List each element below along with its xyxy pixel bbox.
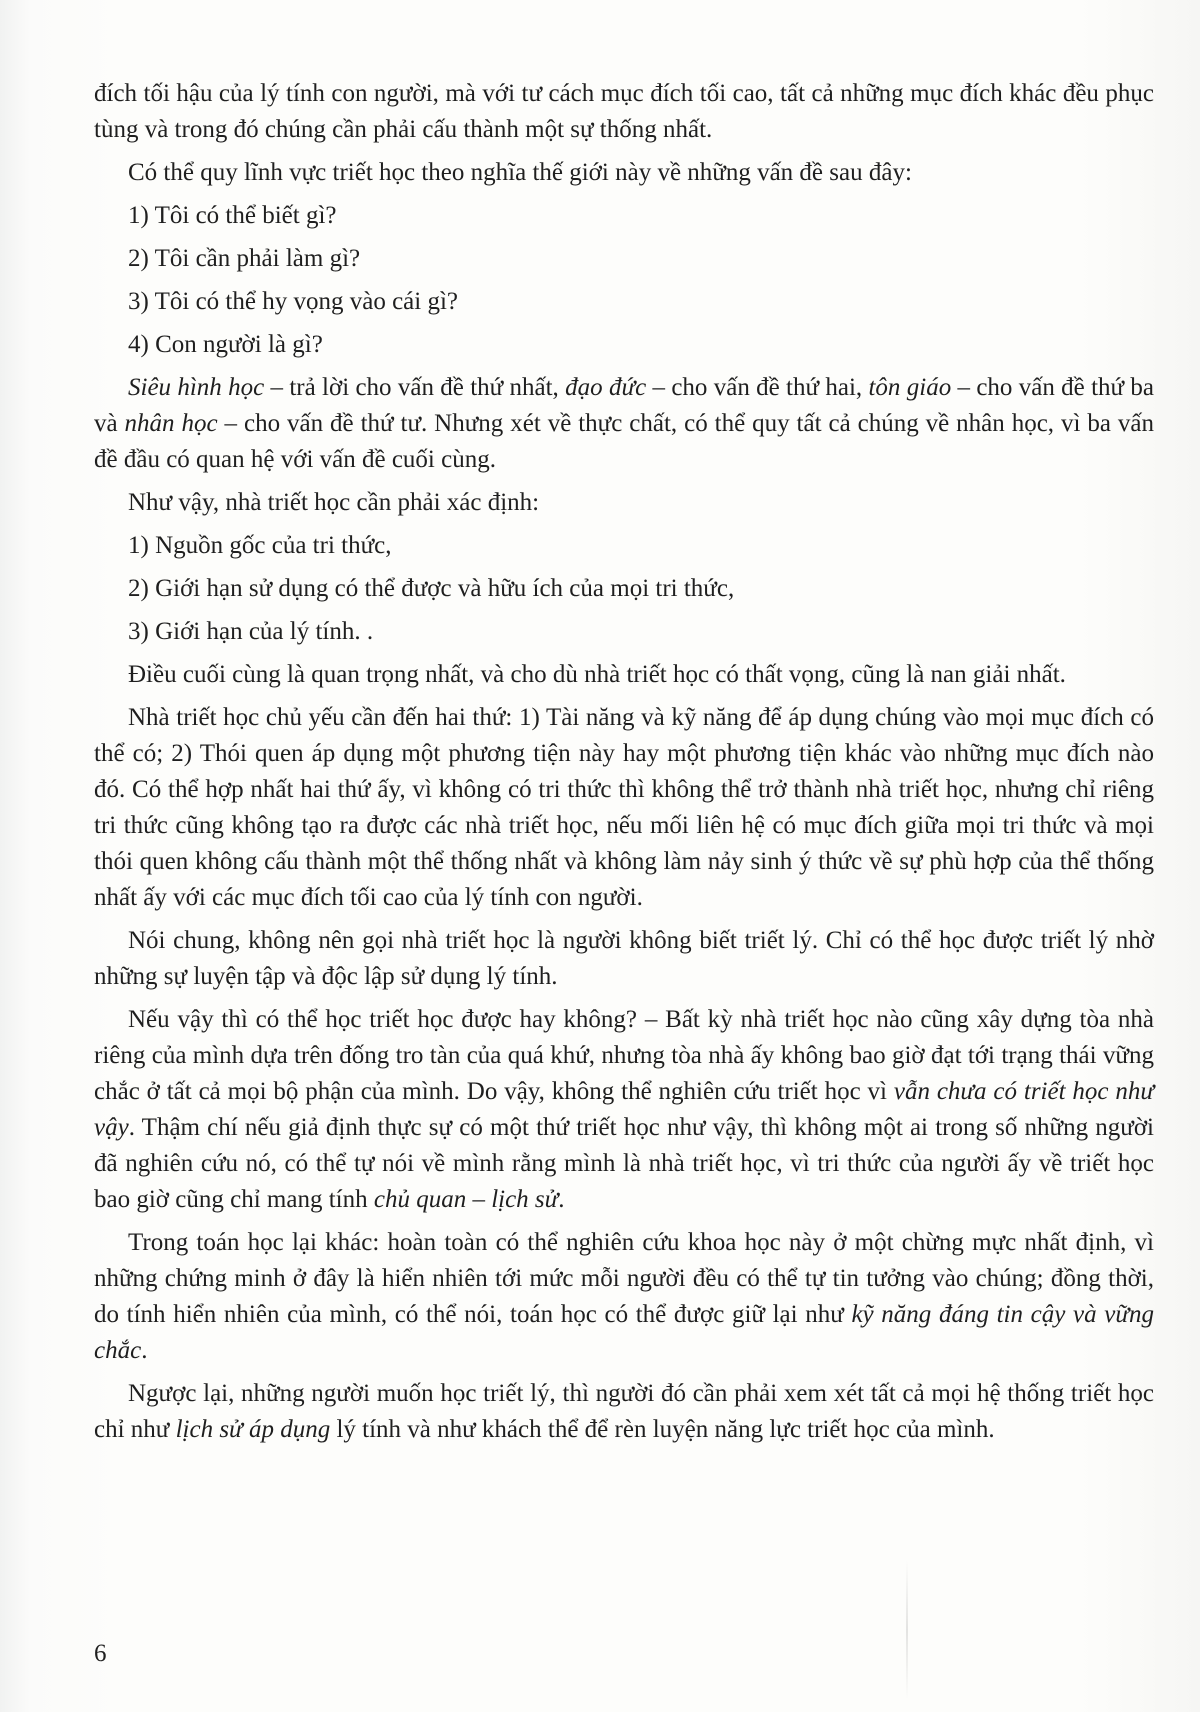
text-span: – cho vấn đề thứ ba và bbox=[94, 374, 1154, 437]
list-item-determine-1: 1) Nguồn gốc của tri thức, bbox=[128, 532, 392, 559]
text-span: Trong toán học lại khác: hoàn toàn có thể nghiên cứu khoa học này ở một chừng mực nhất định, vì những chứng minh ở đây là hiển nhiên tới mức mỗi người đều có thể tự tin tưởng vào chúng; đồng thời, do tính hiển nhiên của mình, có thể nói, toán học có thể được giữ lại như bbox=[94, 1229, 1154, 1328]
text-span: – cho vấn đề thứ hai, bbox=[646, 374, 869, 401]
text-span: Nếu vậy thì có thể học triết học được hay không? – Bất kỳ nhà triết học nào cũng xây dựng tòa nhà riêng của mình dựa trên đống tro tàn của quá khứ, nhưng tòa nhà ấy không bao giờ đạt tới trạng thái vững chắc ở tất cả mọi bộ phận của mình. Do vậy, không thể nghiên cứu triết học vì bbox=[94, 1006, 1154, 1105]
paragraph-mathematics bbox=[94, 1225, 1154, 1369]
text-span: – cho vấn đề thứ tư. Nhưng xét về thực chất, có thể quy tất cả chúng về nhân học, vì ba vấn đề đầu có quan hệ với vấn đề cuối cùng. bbox=[94, 410, 1154, 473]
paragraph-conversely bbox=[94, 1376, 1154, 1448]
text-span: – trả lời cho vấn đề thứ nhất, bbox=[264, 374, 566, 401]
text-span: lý tính và như khách thể để rèn luyện năng lực triết học của mình. bbox=[330, 1416, 995, 1443]
emphasis-applied-history: lịch sử áp dụng bbox=[175, 1416, 331, 1443]
emphasis-no-such-philosophy: vẫn chưa có triết học như vậy bbox=[94, 1078, 1154, 1141]
list-item-question-2: 2) Tôi cần phải làm gì? bbox=[128, 245, 361, 272]
paragraph-philosopher-must: Như vậy, nhà triết học cần phải xác định: bbox=[128, 489, 540, 516]
paragraph-can-philosophy-be-learned bbox=[94, 1002, 1154, 1218]
paragraph-in-general: Nói chung, không nên gọi nhà triết học là người không biết triết lý. Chỉ có thể học được triết lý nhờ những sự luyện tập và độc lập sử dụng lý tính. bbox=[94, 927, 1154, 990]
term-anthropology: nhân học bbox=[124, 410, 218, 437]
list-item-question-1: 1) Tôi có thể biết gì? bbox=[128, 202, 337, 229]
paragraph-disciplines bbox=[94, 370, 1154, 478]
list-item-question-3: 3) Tôi có thể hy vọng vào cái gì? bbox=[128, 288, 459, 315]
text-span: . Thậm chí nếu giả định thực sự có một thứ triết học như vậy, thì không một ai trong số những người đã nghiên cứu nó, có thể tự nói về mình rằng mình là nhà triết học, vì tri thức của người ấy về triết học bao giờ cũng chỉ mang tính bbox=[94, 1114, 1154, 1213]
text-span: . bbox=[141, 1337, 148, 1364]
list-item-question-4: 4) Con người là gì? bbox=[128, 331, 323, 358]
text-span: Ngược lại, những người muốn học triết lý, thì người đó cần phải xem xét tất cả mọi hệ thống triết học chỉ như bbox=[94, 1380, 1154, 1443]
paragraph-most-important: Điều cuối cùng là quan trọng nhất, và cho dù nhà triết học có thất vọng, cũng là nan giải nhất. bbox=[128, 661, 1066, 688]
term-ethics: đạo đức bbox=[565, 374, 647, 401]
page-fold-shadow bbox=[906, 1560, 908, 1700]
emphasis-reliable-skill: kỹ năng đáng tin cậy và vững chắc bbox=[94, 1301, 1154, 1364]
paragraph-continuation: đích tối hậu của lý tính con người, mà với tư cách mục đích tối cao, tất cả những mục đích khác đều phục tùng và trong đó chúng cần phải cấu thành một sự thống nhất. bbox=[94, 80, 1154, 143]
term-metaphysics: Siêu hình học bbox=[128, 374, 265, 401]
emphasis-subjective-historical: chủ quan – lịch sử bbox=[373, 1186, 559, 1213]
paragraph-two-things: Nhà triết học chủ yếu cần đến hai thứ: 1) Tài năng và kỹ năng để áp dụng chúng vào mọi mục đích có thể có; 2) Thói quen áp dụng một phương tiện này hay một phương tiện khác vào những mục đích nào đó. Có thể hợp nhất hai thứ ấy, vì không có tri thức thì không thể trở thành nhà triết học, nhưng chỉ riêng tri thức cũng không tạo ra được các nhà triết học, nếu mối liên hệ có mục đích giữa mọi tri thức và mọi thói quen không cấu thành một thể thống nhất và không làm nảy sinh ý thức về sự phù hợp của thể thống nhất ấy với các mục đích tối cao của lý tính con người. bbox=[94, 704, 1154, 911]
page-body bbox=[94, 76, 1154, 1455]
list-item-determine-3: 3) Giới hạn của lý tính. . bbox=[128, 618, 374, 645]
list-item-determine-2: 2) Giới hạn sử dụng có thể được và hữu ích của mọi tri thức, bbox=[128, 575, 735, 602]
term-religion: tôn giáo bbox=[868, 374, 952, 401]
paragraph-intro-questions: Có thể quy lĩnh vực triết học theo nghĩa thế giới này về những vấn đề sau đây: bbox=[128, 159, 912, 186]
text-span: . bbox=[558, 1186, 565, 1213]
page-number: 6 bbox=[94, 1640, 107, 1667]
